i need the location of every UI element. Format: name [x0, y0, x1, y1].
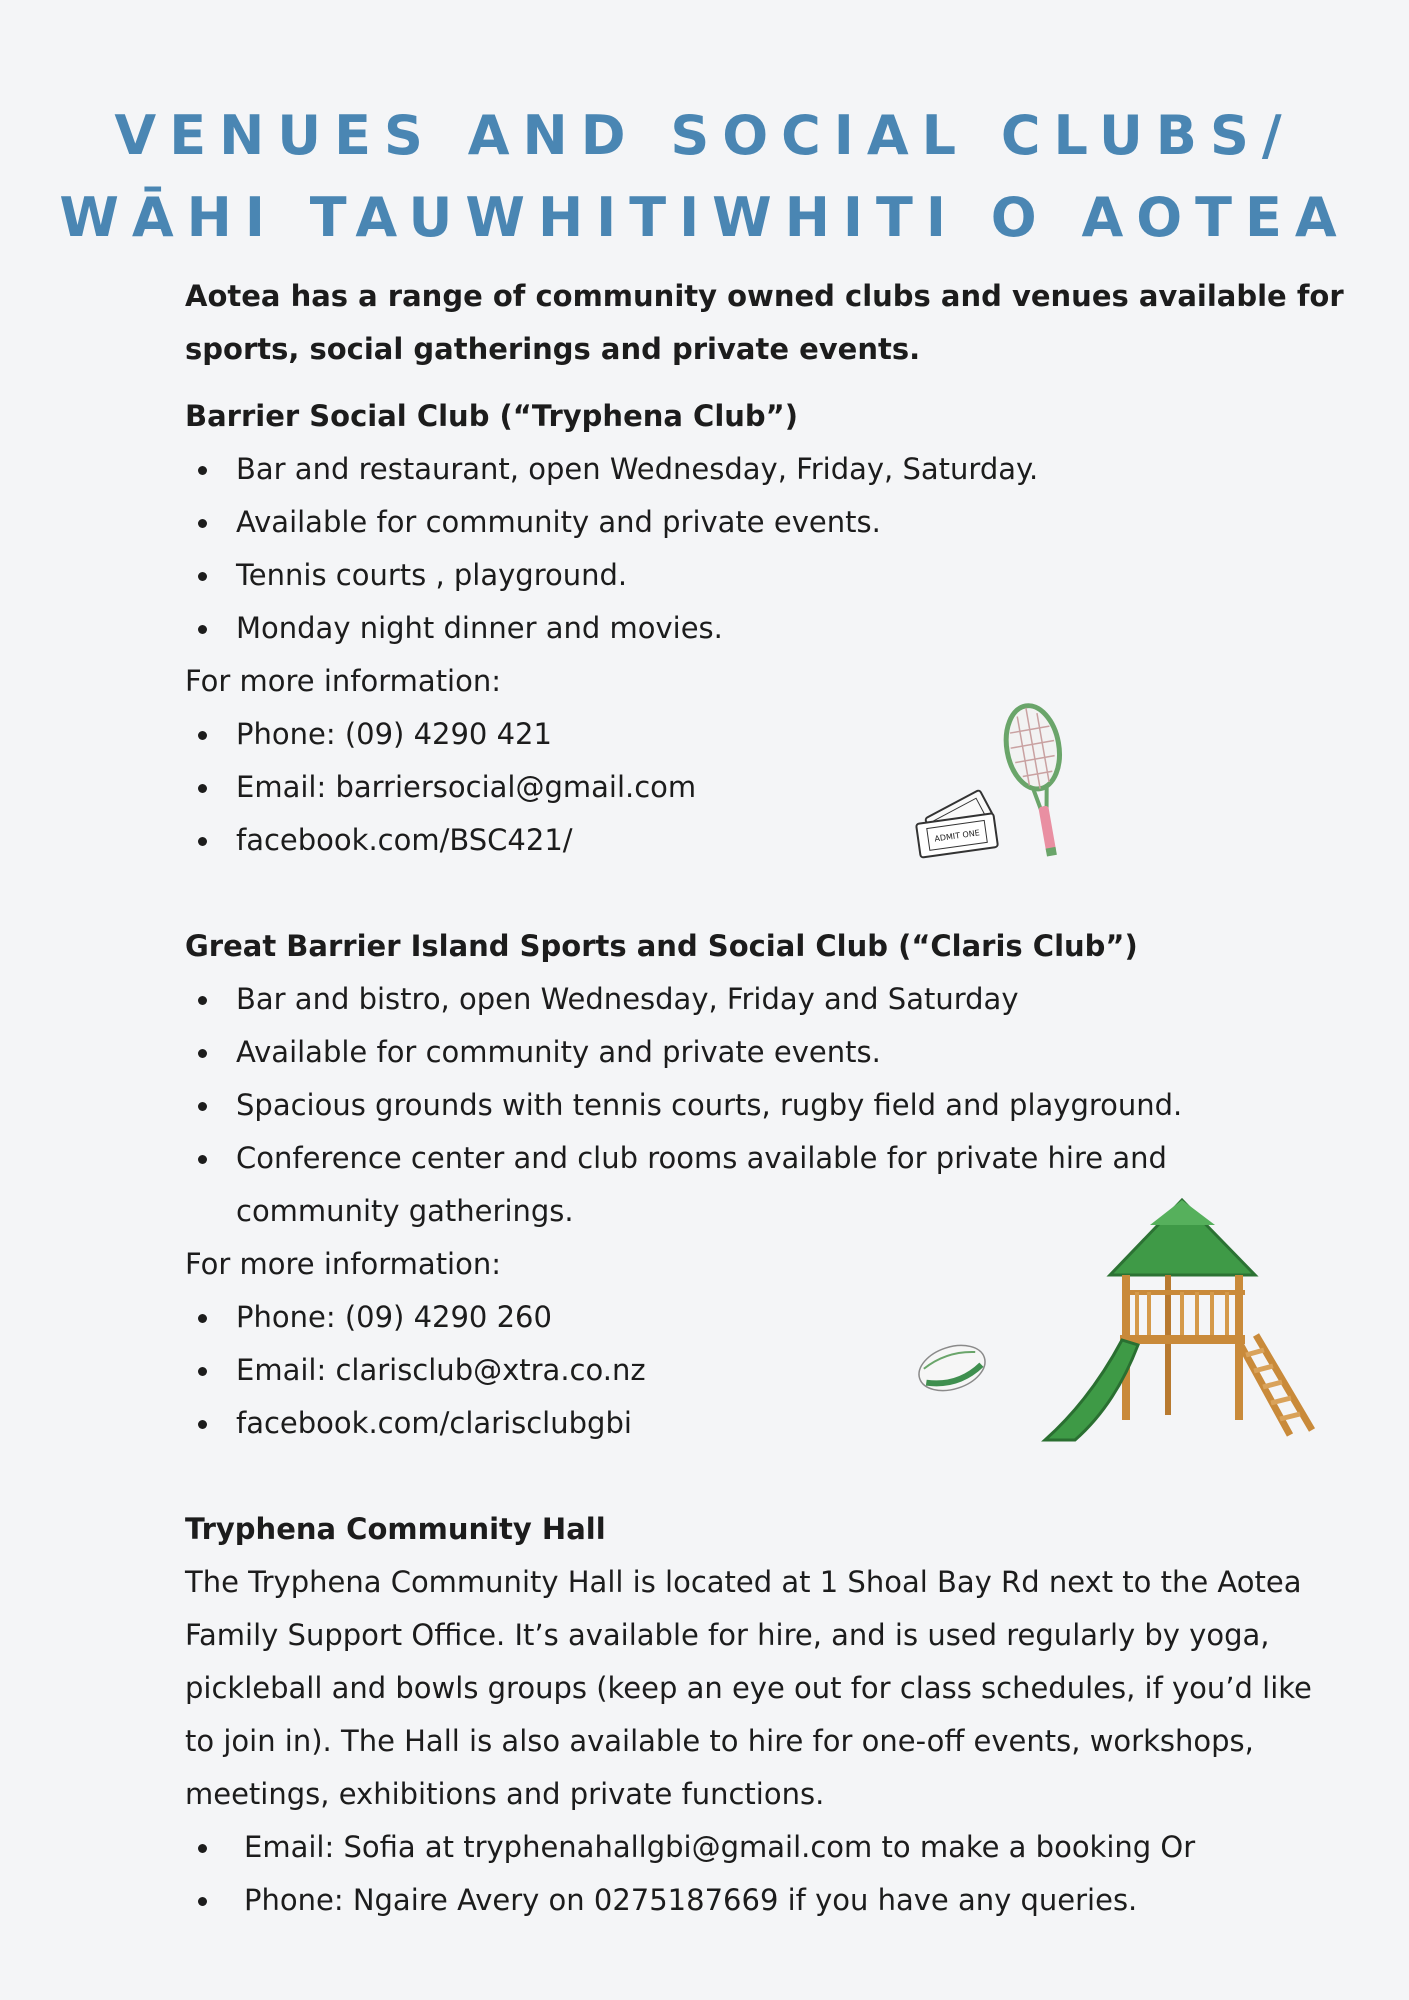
list-item: Tennis courts , playground. — [185, 549, 1345, 602]
claris-club-title: Great Barrier Island Sports and Social Club (“Claris Club”) — [185, 929, 1138, 963]
title-line-1: VENUES AND SOCIAL CLUBS/ — [114, 104, 1295, 167]
barrier-social-features — [185, 443, 1345, 655]
main-content — [185, 270, 1345, 1927]
list-item: Conference center and club rooms available for private hire and community gatherings. — [185, 1132, 1236, 1238]
title-line-2: WĀHI TAUWHITIWHITI O AOTEA — [59, 186, 1350, 249]
playground-slide-icon — [1040, 1195, 1320, 1450]
list-item: Available for community and private events. — [185, 496, 1345, 549]
barrier-social-email[interactable]: Email: barriersocial@gmail.com — [185, 761, 1345, 814]
list-item: Monday night dinner and movies. — [185, 602, 1345, 655]
hall-phone: Phone: Ngaire Avery on 0275187669 if you have any queries. — [185, 1874, 1345, 1927]
barrier-social-title: Barrier Social Club (“Tryphena Club”) — [185, 399, 798, 433]
hall-email[interactable]: Email: Sofia at tryphenahallgbi@gmail.com to make a booking Or — [185, 1821, 1345, 1874]
list-item: Available for community and private events. — [185, 1026, 1345, 1079]
hall-title: Tryphena Community Hall — [185, 1512, 606, 1546]
list-item: Spacious grounds with tennis courts, rugby field and playground. — [185, 1079, 1345, 1132]
list-item: Bar and restaurant, open Wednesday, Friday, Saturday. — [185, 443, 1345, 496]
page-title — [0, 95, 1409, 259]
rugby-ball-icon — [915, 1338, 990, 1398]
intro-text: Aotea has a range of community owned clubs and venues available for sports, social gatherings and private events. — [185, 279, 1344, 366]
barrier-social-phone: Phone: (09) 4290 421 — [185, 708, 1345, 761]
claris-club-facebook[interactable]: facebook.com/clarisclubgbi — [185, 1397, 1345, 1450]
claris-club-email[interactable]: Email: clarisclub@xtra.co.nz — [185, 1344, 1345, 1397]
barrier-social-info-label: For more information: — [185, 664, 502, 698]
barrier-social-facebook[interactable]: facebook.com/BSC421/ — [185, 814, 1345, 867]
tennis-racket-and-tickets-icon — [910, 700, 1080, 870]
claris-club-info-label: For more information: — [185, 1247, 502, 1281]
hall-contacts — [185, 1821, 1345, 1927]
list-item: Bar and bistro, open Wednesday, Friday and Saturday — [185, 973, 1345, 1026]
barrier-social-contacts — [185, 708, 1345, 867]
hall-description: The Tryphena Community Hall is located at 1 Shoal Bay Rd next to the Aotea Family Support Office. It’s available for hire, and is used regularly by yoga, pickleball and bowls groups (keep an eye out for class schedules, if you’d like to join in). The Hall is also available to hire for one-off events, workshops, meetings, exhibitions and private functions. — [185, 1565, 1312, 1811]
ticket-label: ADMIT ONE — [933, 828, 981, 844]
claris-club-phone: Phone: (09) 4290 260 — [185, 1291, 1345, 1344]
